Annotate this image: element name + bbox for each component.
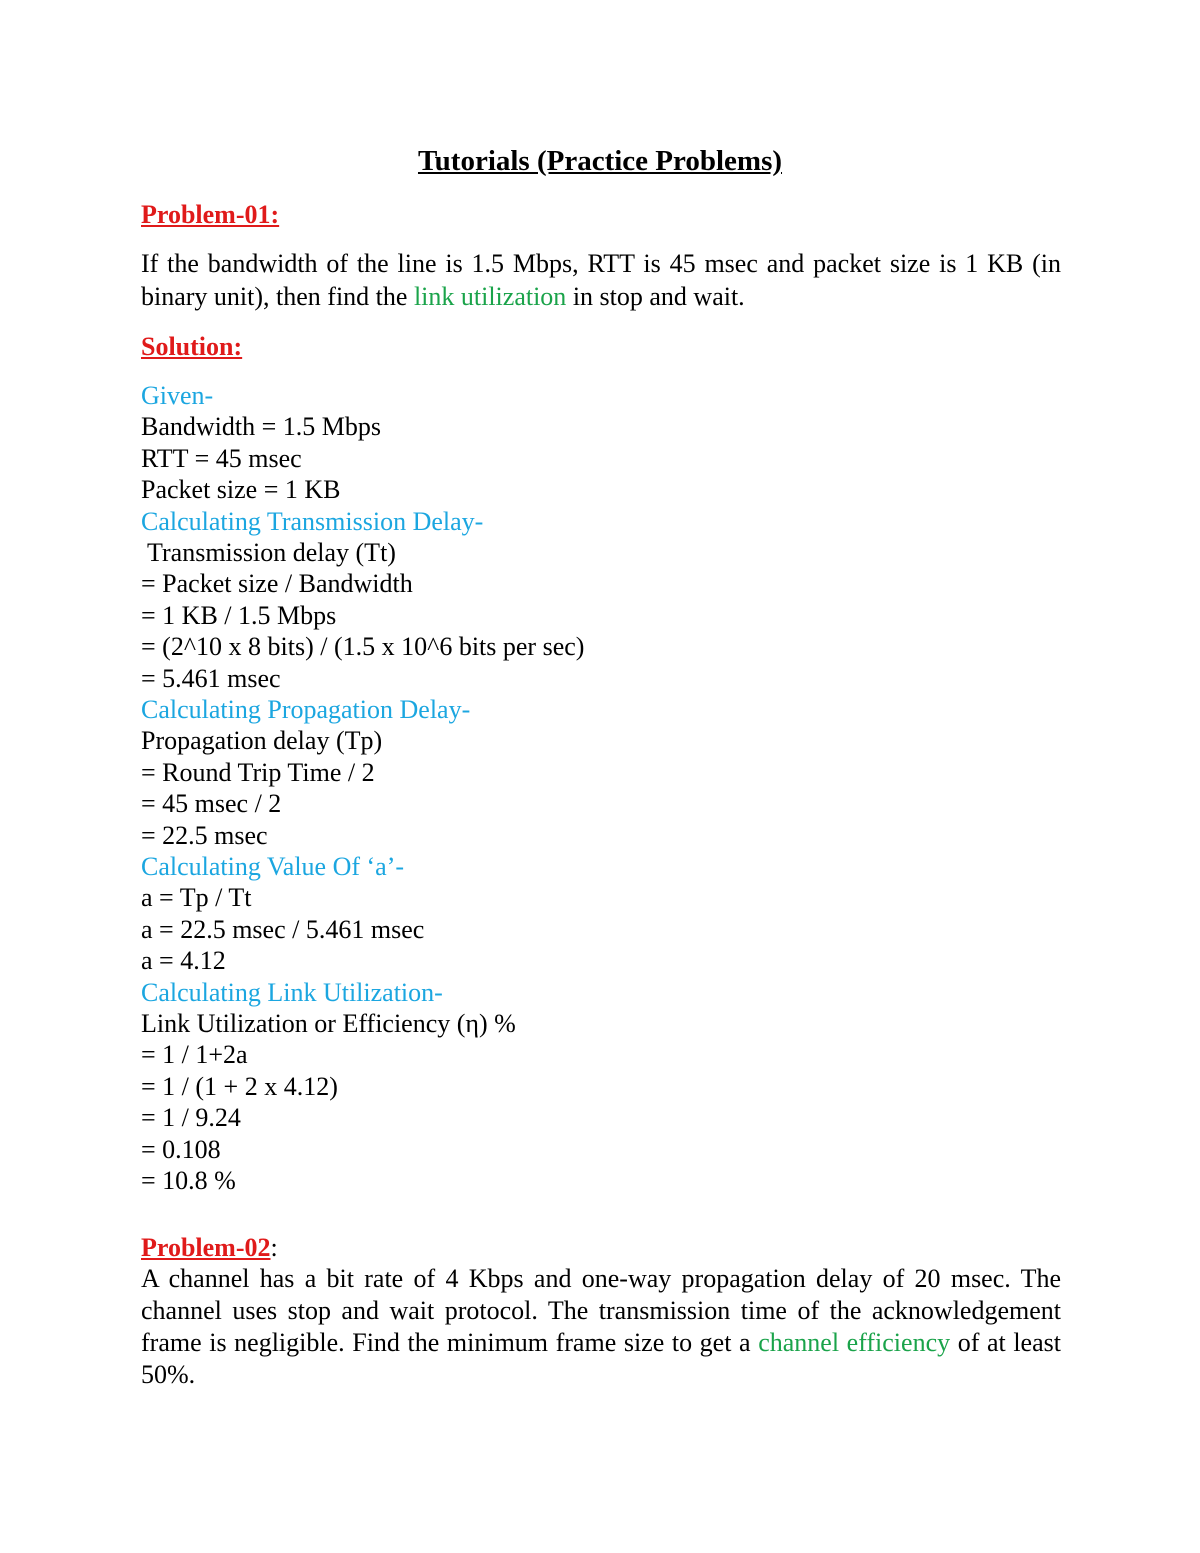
solution-line: Propagation delay (Tp) <box>141 726 383 756</box>
solution-step-heading: Given- <box>141 381 214 410</box>
solution-line: a = Tp / Tt <box>141 883 252 913</box>
solution-step-heading: Calculating Link Utilization- <box>141 977 443 1007</box>
problem-01-heading: Problem-01: <box>141 200 280 229</box>
solution-line: = 0.108 <box>141 1134 221 1164</box>
solution-line: a = 22.5 msec / 5.461 msec <box>141 914 425 944</box>
solution-line: = 10.8 % <box>141 1166 236 1195</box>
solution-line: Packet size = 1 KB <box>141 475 341 505</box>
solution-line: = Round Trip Time / 2 <box>141 757 375 787</box>
problem-01-statement <box>141 247 1061 313</box>
problem-02-heading: Problem-02 <box>141 1233 271 1262</box>
solution-step-heading: Calculating Value Of ‘a’- <box>141 852 405 881</box>
problem-01-highlight: link utilization <box>413 282 567 311</box>
solution-line: = (2^10 x 8 bits) / (1.5 x 10^6 bits per sec) <box>141 632 585 662</box>
problem-01-text-start: If the bandwidth of the line is 1.5 Mbps, RTT is 45 msec and packet size is 1 KB (in binary unit), then find the <box>141 249 1061 311</box>
solution-line: Link Utilization or Efficiency (η) % <box>141 1009 516 1038</box>
problem-02-statement <box>141 1263 1061 1391</box>
page-title: Tutorials (Practice Problems) <box>417 145 783 177</box>
solution-line: Transmission delay (Tt) <box>141 538 396 567</box>
problem-02-text-end: of at least 50%. <box>141 1328 1061 1389</box>
problem-01-text-end: in stop and wait. <box>566 282 745 311</box>
solution-line: = 1 / 1+2a <box>141 1040 248 1070</box>
problem-02-highlight: channel efficiency <box>758 1328 951 1357</box>
solution-line: = 1 KB / 1.5 Mbps <box>141 600 337 630</box>
problem-02-heading-colon: : <box>270 1233 278 1262</box>
problem-02-heading-wrap <box>141 1232 278 1264</box>
solution-line: Bandwidth = 1.5 Mbps <box>141 412 382 442</box>
solution-line: = 1 / (1 + 2 x 4.12) <box>141 1071 338 1101</box>
solution-step-heading: Calculating Propagation Delay- <box>141 695 471 724</box>
solution-heading: Solution: <box>141 332 243 361</box>
solution-line: a = 4.12 <box>141 946 226 976</box>
solution-line: = 5.461 msec <box>141 663 281 693</box>
solution-line: = 1 / 9.24 <box>141 1103 241 1133</box>
problem-02-text-start: A channel has a bit rate of 4 Kbps and one-way propagation delay of 20 msec. The channel uses stop and wait protocol. The transmission time of the acknowledgement frame is negligible. Find the minimum frame size to get a <box>141 1264 1061 1357</box>
solution-line: = Packet size / Bandwidth <box>141 569 413 599</box>
solution-line: = 45 msec / 2 <box>141 789 282 819</box>
solution-line: = 22.5 msec <box>141 820 268 850</box>
solution-step-heading: Calculating Transmission Delay- <box>141 506 484 536</box>
solution-line: RTT = 45 msec <box>141 443 302 473</box>
